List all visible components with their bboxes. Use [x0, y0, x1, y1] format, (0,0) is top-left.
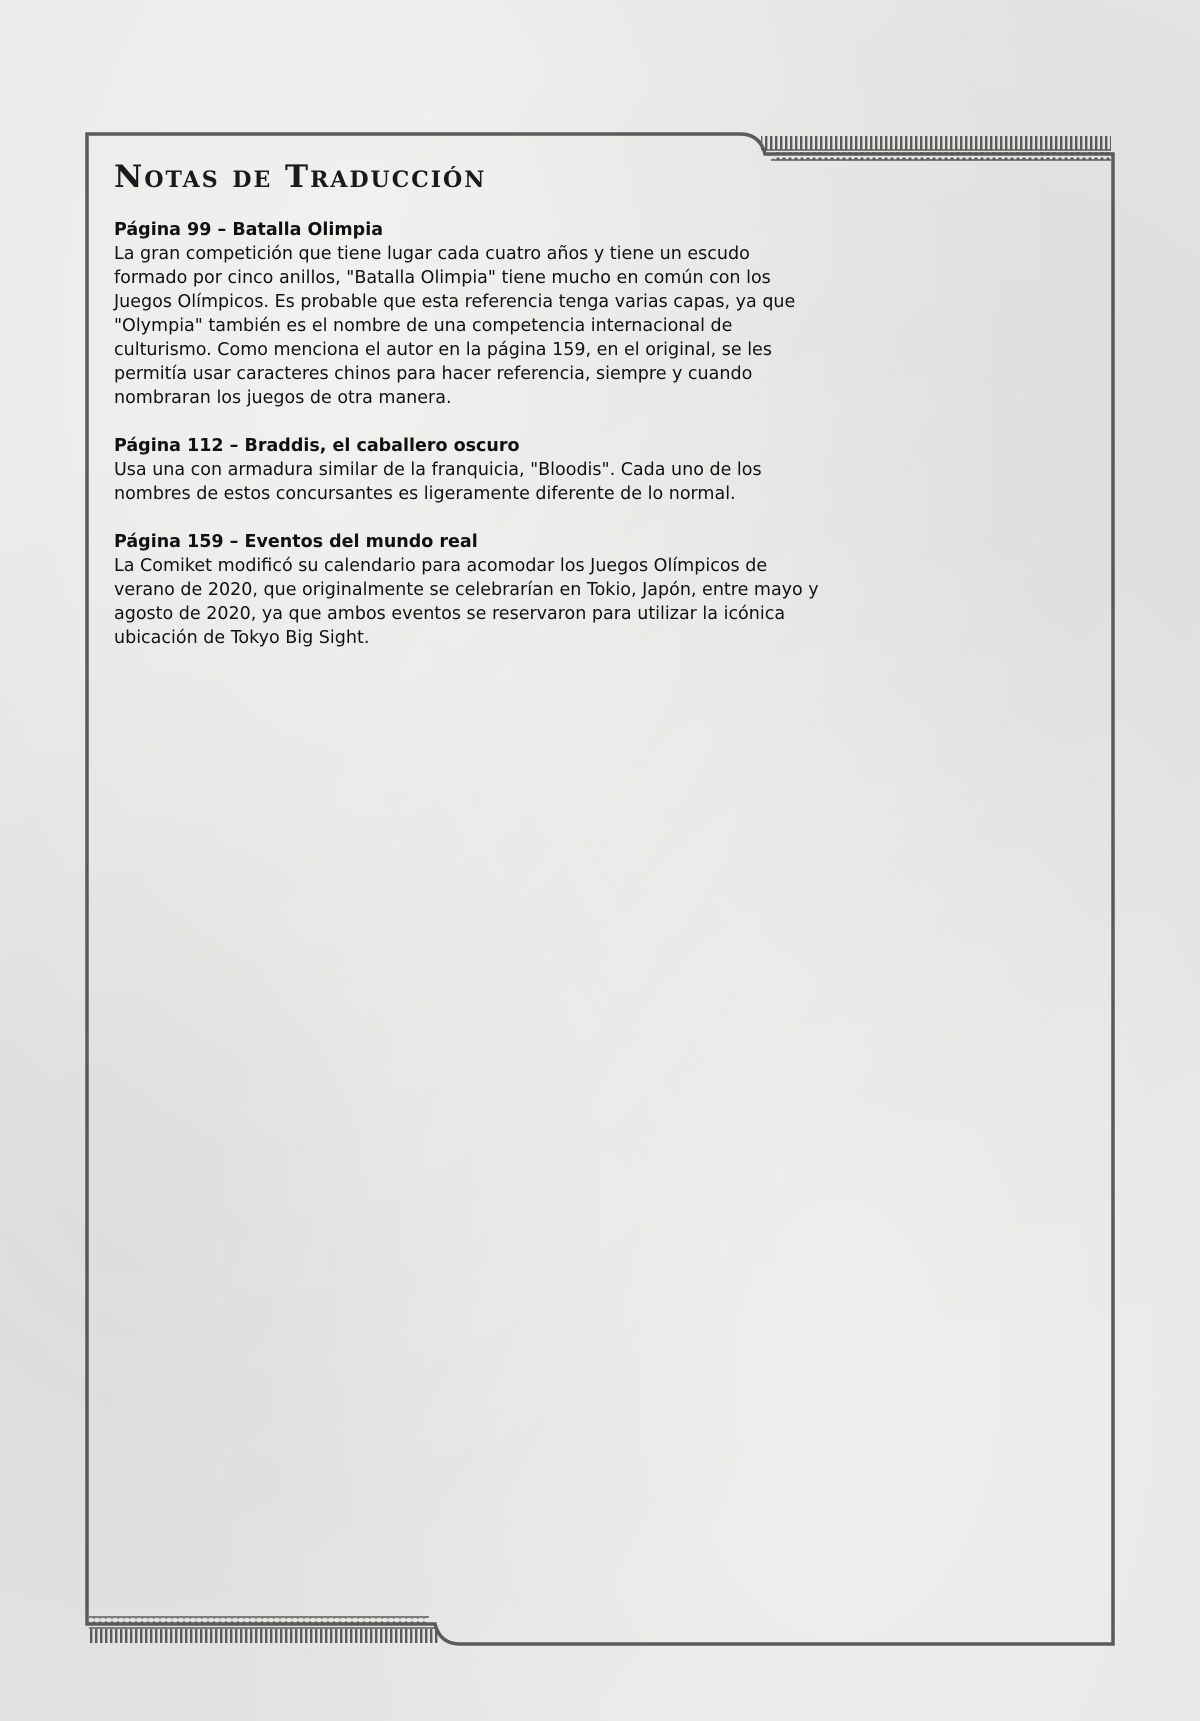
- note-heading: Página 112 – Braddis, el caballero oscuro: [114, 436, 520, 456]
- note-body: La gran competición que tiene lugar cada cuatro años y tiene un escudo formado por cinco anillos, "Batalla Olimpia" tiene mucho en común con los Juegos Olímpicos. Es probable que esta referencia tenga varias capas, ya que "Olympia" también es el nombre de una competencia internacional de culturismo. Como menciona el autor en la página 159, en el original, se les permitía usar caracteres chinos para hacer referencia, siempre y cuando nombraran los juegos de otra manera.: [114, 244, 796, 408]
- note-item: [114, 530, 824, 650]
- note-body: Usa una con armadura similar de la franquicia, "Bloodis". Cada uno de los nombres de estos concursantes es ligeramente diferente de lo normal.: [114, 460, 762, 504]
- note-body: La Comiket modificó su calendario para acomodar los Juegos Olímpicos de verano de 2020, que originalmente se celebrarían en Tokio, Japón, entre mayo y agosto de 2020, ya que ambos eventos se reservaron para utilizar la icónica ubicación de Tokyo Big Sight.: [114, 556, 819, 648]
- page-title: Notas de Traducción: [114, 159, 487, 195]
- note-heading: Página 99 – Batalla Olimpia: [114, 220, 384, 240]
- note-heading: Página 159 – Eventos del mundo real: [114, 532, 478, 552]
- note-item: [114, 218, 824, 410]
- note-item: [114, 434, 824, 506]
- translation-notes: [114, 158, 824, 674]
